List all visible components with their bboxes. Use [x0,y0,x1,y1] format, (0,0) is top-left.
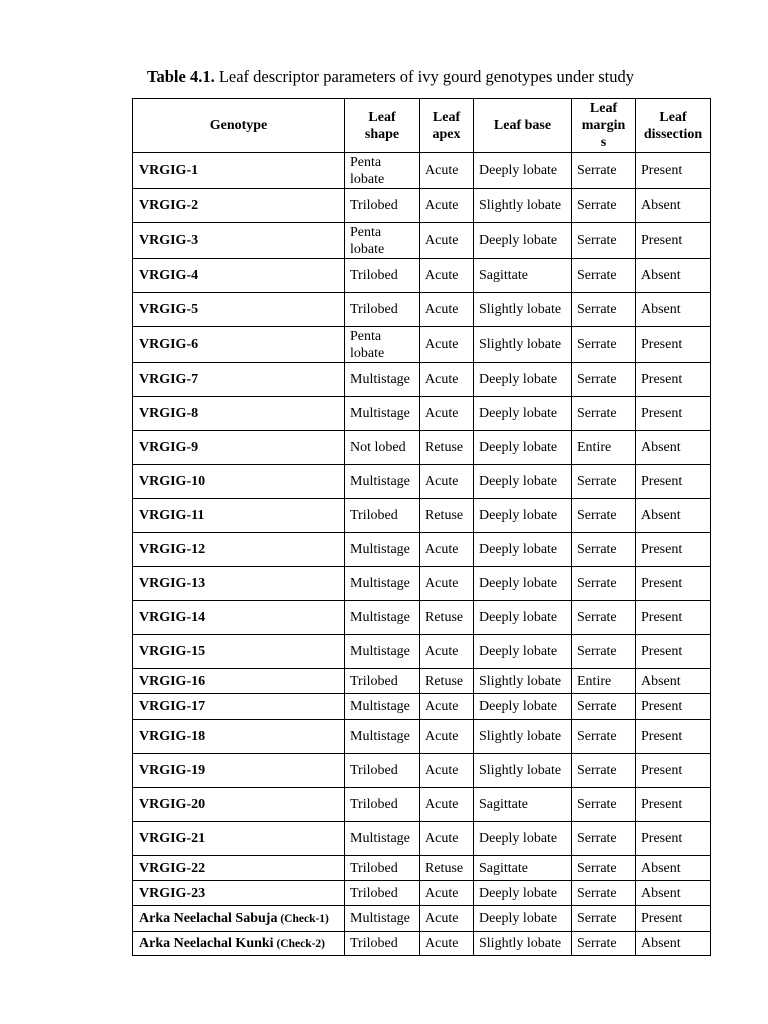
leaf-base-cell: Sagittate [474,856,572,881]
leaf-shape-cell: Multistage [345,533,420,567]
column-header-leaf-dissection [636,99,711,153]
leaf-dissection-cell: Present [636,635,711,669]
genotype-name: VRGIG-15 [139,644,206,659]
leaf-apex-cell: Acute [420,567,474,601]
table-row [133,720,711,754]
genotype-cell [133,293,345,327]
table-row [133,567,711,601]
leaf-apex-cell: Acute [420,153,474,189]
leaf-margins-cell: Serrate [572,153,636,189]
genotype-name: VRGIG-22 [139,860,206,876]
leaf-margins-cell: Serrate [572,397,636,431]
genotype-cell [133,669,345,694]
leaf-base-cell: Deeply lobate [474,635,572,669]
leaf-margins-cell: Serrate [572,720,636,754]
check-label: (Check-1) [277,912,329,925]
leaf-apex-cell: Retuse [420,431,474,465]
table-row [133,223,711,259]
genotype-name: VRGIG-19 [139,763,206,778]
genotype-cell [133,327,345,363]
leaf-margins-cell: Serrate [572,635,636,669]
table-row [133,932,711,956]
genotype-cell [133,189,345,223]
column-header-leaf-shape [345,99,420,153]
leaf-margins-cell: Serrate [572,567,636,601]
genotype-cell [133,822,345,856]
genotype-name: VRGIG-6 [139,337,199,352]
leaf-base-cell: Deeply lobate [474,223,572,259]
genotype-name: VRGIG-2 [139,198,199,213]
leaf-shape-cell: Multistage [345,363,420,397]
genotype-cell [133,601,345,635]
leaf-dissection-cell: Absent [636,881,711,906]
genotype-cell [133,788,345,822]
leaf-shape-cell: Multistage [345,465,420,499]
leaf-dissection-cell: Absent [636,499,711,533]
genotype-name: VRGIG-7 [139,372,199,387]
table-caption [147,67,634,87]
leaf-descriptor-table [132,98,711,956]
leaf-base-cell: Sagittate [474,259,572,293]
column-header-leaf-margins-text: Leaf margin s [581,101,626,150]
genotype-cell [133,465,345,499]
leaf-margins-cell: Serrate [572,822,636,856]
leaf-base-cell: Slightly lobate [474,293,572,327]
leaf-shape-cell: Penta lobate [345,223,420,259]
leaf-apex-cell: Acute [420,788,474,822]
table-row [133,669,711,694]
table-row [133,601,711,635]
leaf-shape-cell: Trilobed [345,788,420,822]
leaf-margins-cell: Serrate [572,465,636,499]
genotype-cell [133,397,345,431]
table-body [133,153,711,956]
genotype-cell [133,932,345,956]
table-header-row [133,99,711,153]
column-header-leaf-dissection-text: Leaf dissection [643,109,703,142]
leaf-apex-cell: Acute [420,906,474,932]
leaf-dissection-cell: Present [636,822,711,856]
genotype-cell [133,153,345,189]
leaf-apex-cell: Acute [420,720,474,754]
leaf-dissection-cell: Present [636,533,711,567]
leaf-base-cell: Slightly lobate [474,754,572,788]
leaf-dissection-cell: Present [636,567,711,601]
leaf-margins-cell: Serrate [572,881,636,906]
leaf-dissection-cell: Present [636,720,711,754]
leaf-shape-cell: Multistage [345,567,420,601]
genotype-name: VRGIG-16 [139,673,206,689]
table-row [133,293,711,327]
table-row [133,189,711,223]
genotype-cell [133,223,345,259]
genotype-name: VRGIG-11 [139,508,205,523]
leaf-margins-cell: Serrate [572,694,636,720]
genotype-name: VRGIG-10 [139,474,206,489]
leaf-shape-cell: Trilobed [345,932,420,956]
leaf-base-cell: Slightly lobate [474,327,572,363]
leaf-base-cell: Slightly lobate [474,669,572,694]
leaf-dissection-cell: Present [636,327,711,363]
genotype-name: VRGIG-12 [139,542,206,557]
leaf-apex-cell: Acute [420,465,474,499]
leaf-dissection-cell: Absent [636,293,711,327]
leaf-base-cell: Deeply lobate [474,567,572,601]
genotype-name: VRGIG-8 [139,406,199,421]
table-row [133,694,711,720]
table-row [133,431,711,465]
leaf-base-cell: Deeply lobate [474,822,572,856]
leaf-shape-cell: Multistage [345,720,420,754]
leaf-shape-cell: Trilobed [345,189,420,223]
leaf-base-cell: Deeply lobate [474,533,572,567]
leaf-dissection-cell: Present [636,601,711,635]
leaf-shape-cell: Trilobed [345,881,420,906]
leaf-apex-cell: Acute [420,533,474,567]
leaf-apex-cell: Acute [420,397,474,431]
leaf-dissection-cell: Present [636,788,711,822]
column-header-leaf-shape-text: Leaf shape [364,109,400,142]
genotype-name: VRGIG-21 [139,831,206,846]
leaf-dissection-cell: Absent [636,932,711,956]
genotype-name: VRGIG-5 [139,302,199,317]
leaf-dissection-cell: Absent [636,669,711,694]
table-row [133,465,711,499]
leaf-shape-cell: Multistage [345,635,420,669]
leaf-dissection-cell: Present [636,906,711,932]
table-row [133,397,711,431]
table-caption-label: Table 4.1. [147,67,215,86]
table-row [133,635,711,669]
leaf-shape-cell: Multistage [345,601,420,635]
leaf-apex-cell: Acute [420,754,474,788]
leaf-margins-cell: Serrate [572,601,636,635]
column-header-leaf-apex [420,99,474,153]
leaf-dissection-cell: Absent [636,856,711,881]
leaf-margins-cell: Serrate [572,932,636,956]
leaf-shape-cell: Multistage [345,694,420,720]
leaf-dissection-cell: Present [636,754,711,788]
genotype-cell [133,856,345,881]
leaf-margins-cell: Serrate [572,363,636,397]
leaf-apex-cell: Acute [420,259,474,293]
leaf-apex-cell: Acute [420,635,474,669]
leaf-dissection-cell: Absent [636,259,711,293]
leaf-shape-cell: Trilobed [345,669,420,694]
genotype-name: VRGIG-13 [139,576,206,591]
genotype-cell [133,635,345,669]
table-row [133,906,711,932]
table-row [133,881,711,906]
leaf-margins-cell: Entire [572,669,636,694]
leaf-apex-cell: Retuse [420,499,474,533]
genotype-name: Arka Neelachal Kunki [139,935,274,951]
table-row [133,822,711,856]
leaf-margins-cell: Entire [572,431,636,465]
leaf-base-cell: Deeply lobate [474,153,572,189]
genotype-name: VRGIG-20 [139,797,206,812]
column-header-leaf-apex-text: Leaf apex [432,109,461,142]
leaf-apex-cell: Acute [420,881,474,906]
genotype-cell [133,363,345,397]
leaf-base-cell: Deeply lobate [474,881,572,906]
leaf-apex-cell: Acute [420,363,474,397]
leaf-dissection-cell: Present [636,694,711,720]
table-row [133,363,711,397]
leaf-base-cell: Deeply lobate [474,465,572,499]
genotype-name: Arka Neelachal Sabuja [139,910,278,926]
leaf-shape-cell: Trilobed [345,293,420,327]
leaf-dissection-cell: Present [636,397,711,431]
table-row [133,153,711,189]
leaf-base-cell: Deeply lobate [474,363,572,397]
leaf-apex-cell: Acute [420,822,474,856]
leaf-shape-cell: Multistage [345,906,420,932]
leaf-dissection-cell: Present [636,363,711,397]
leaf-shape-cell: Trilobed [345,259,420,293]
leaf-margins-cell: Serrate [572,754,636,788]
genotype-cell [133,567,345,601]
leaf-apex-cell: Acute [420,223,474,259]
leaf-dissection-cell: Present [636,153,711,189]
genotype-name: VRGIG-14 [139,610,206,625]
leaf-apex-cell: Retuse [420,856,474,881]
leaf-apex-cell: Retuse [420,669,474,694]
leaf-shape-cell: Not lobed [345,431,420,465]
leaf-shape-cell: Trilobed [345,856,420,881]
leaf-margins-cell: Serrate [572,906,636,932]
check-label: (Check-2) [273,937,325,950]
leaf-shape-cell: Penta lobate [345,153,420,189]
genotype-cell [133,906,345,932]
table-row [133,856,711,881]
table-row [133,327,711,363]
leaf-shape-cell: Trilobed [345,499,420,533]
leaf-base-cell: Deeply lobate [474,601,572,635]
leaf-margins-cell: Serrate [572,259,636,293]
leaf-margins-cell: Serrate [572,189,636,223]
leaf-base-cell: Deeply lobate [474,499,572,533]
leaf-apex-cell: Retuse [420,601,474,635]
leaf-base-cell: Deeply lobate [474,906,572,932]
genotype-name: VRGIG-9 [139,440,199,455]
leaf-shape-cell: Trilobed [345,754,420,788]
genotype-cell [133,720,345,754]
leaf-dissection-cell: Present [636,223,711,259]
leaf-dissection-cell: Present [636,465,711,499]
leaf-dissection-cell: Absent [636,189,711,223]
column-header-leaf-base: Leaf base [474,99,572,153]
leaf-dissection-cell: Absent [636,431,711,465]
leaf-margins-cell: Serrate [572,856,636,881]
genotype-cell [133,499,345,533]
leaf-base-cell: Sagittate [474,788,572,822]
leaf-base-cell: Slightly lobate [474,932,572,956]
table-row [133,754,711,788]
genotype-cell [133,881,345,906]
leaf-base-cell: Deeply lobate [474,397,572,431]
leaf-margins-cell: Serrate [572,293,636,327]
leaf-base-cell: Slightly lobate [474,189,572,223]
table-row [133,788,711,822]
leaf-margins-cell: Serrate [572,499,636,533]
genotype-name: VRGIG-4 [139,268,199,283]
genotype-name: VRGIG-1 [139,163,199,178]
column-header-genotype: Genotype [133,99,345,153]
table-row [133,259,711,293]
genotype-cell [133,754,345,788]
leaf-base-cell: Slightly lobate [474,720,572,754]
leaf-shape-cell: Multistage [345,822,420,856]
table-row [133,499,711,533]
genotype-cell [133,694,345,720]
table-caption-text: Leaf descriptor parameters of ivy gourd genotypes under study [214,67,634,86]
leaf-shape-cell: Multistage [345,397,420,431]
leaf-shape-cell: Penta lobate [345,327,420,363]
genotype-cell [133,431,345,465]
leaf-apex-cell: Acute [420,189,474,223]
leaf-apex-cell: Acute [420,293,474,327]
leaf-apex-cell: Acute [420,694,474,720]
leaf-apex-cell: Acute [420,327,474,363]
column-header-leaf-margins [572,99,636,153]
genotype-name: VRGIG-17 [139,699,206,714]
genotype-name: VRGIG-18 [139,729,206,744]
leaf-base-cell: Deeply lobate [474,694,572,720]
genotype-cell [133,533,345,567]
leaf-apex-cell: Acute [420,932,474,956]
leaf-base-cell: Deeply lobate [474,431,572,465]
leaf-margins-cell: Serrate [572,533,636,567]
table-row [133,533,711,567]
leaf-margins-cell: Serrate [572,327,636,363]
genotype-name: VRGIG-3 [139,233,199,248]
leaf-margins-cell: Serrate [572,223,636,259]
leaf-margins-cell: Serrate [572,788,636,822]
genotype-name: VRGIG-23 [139,885,206,901]
genotype-cell [133,259,345,293]
